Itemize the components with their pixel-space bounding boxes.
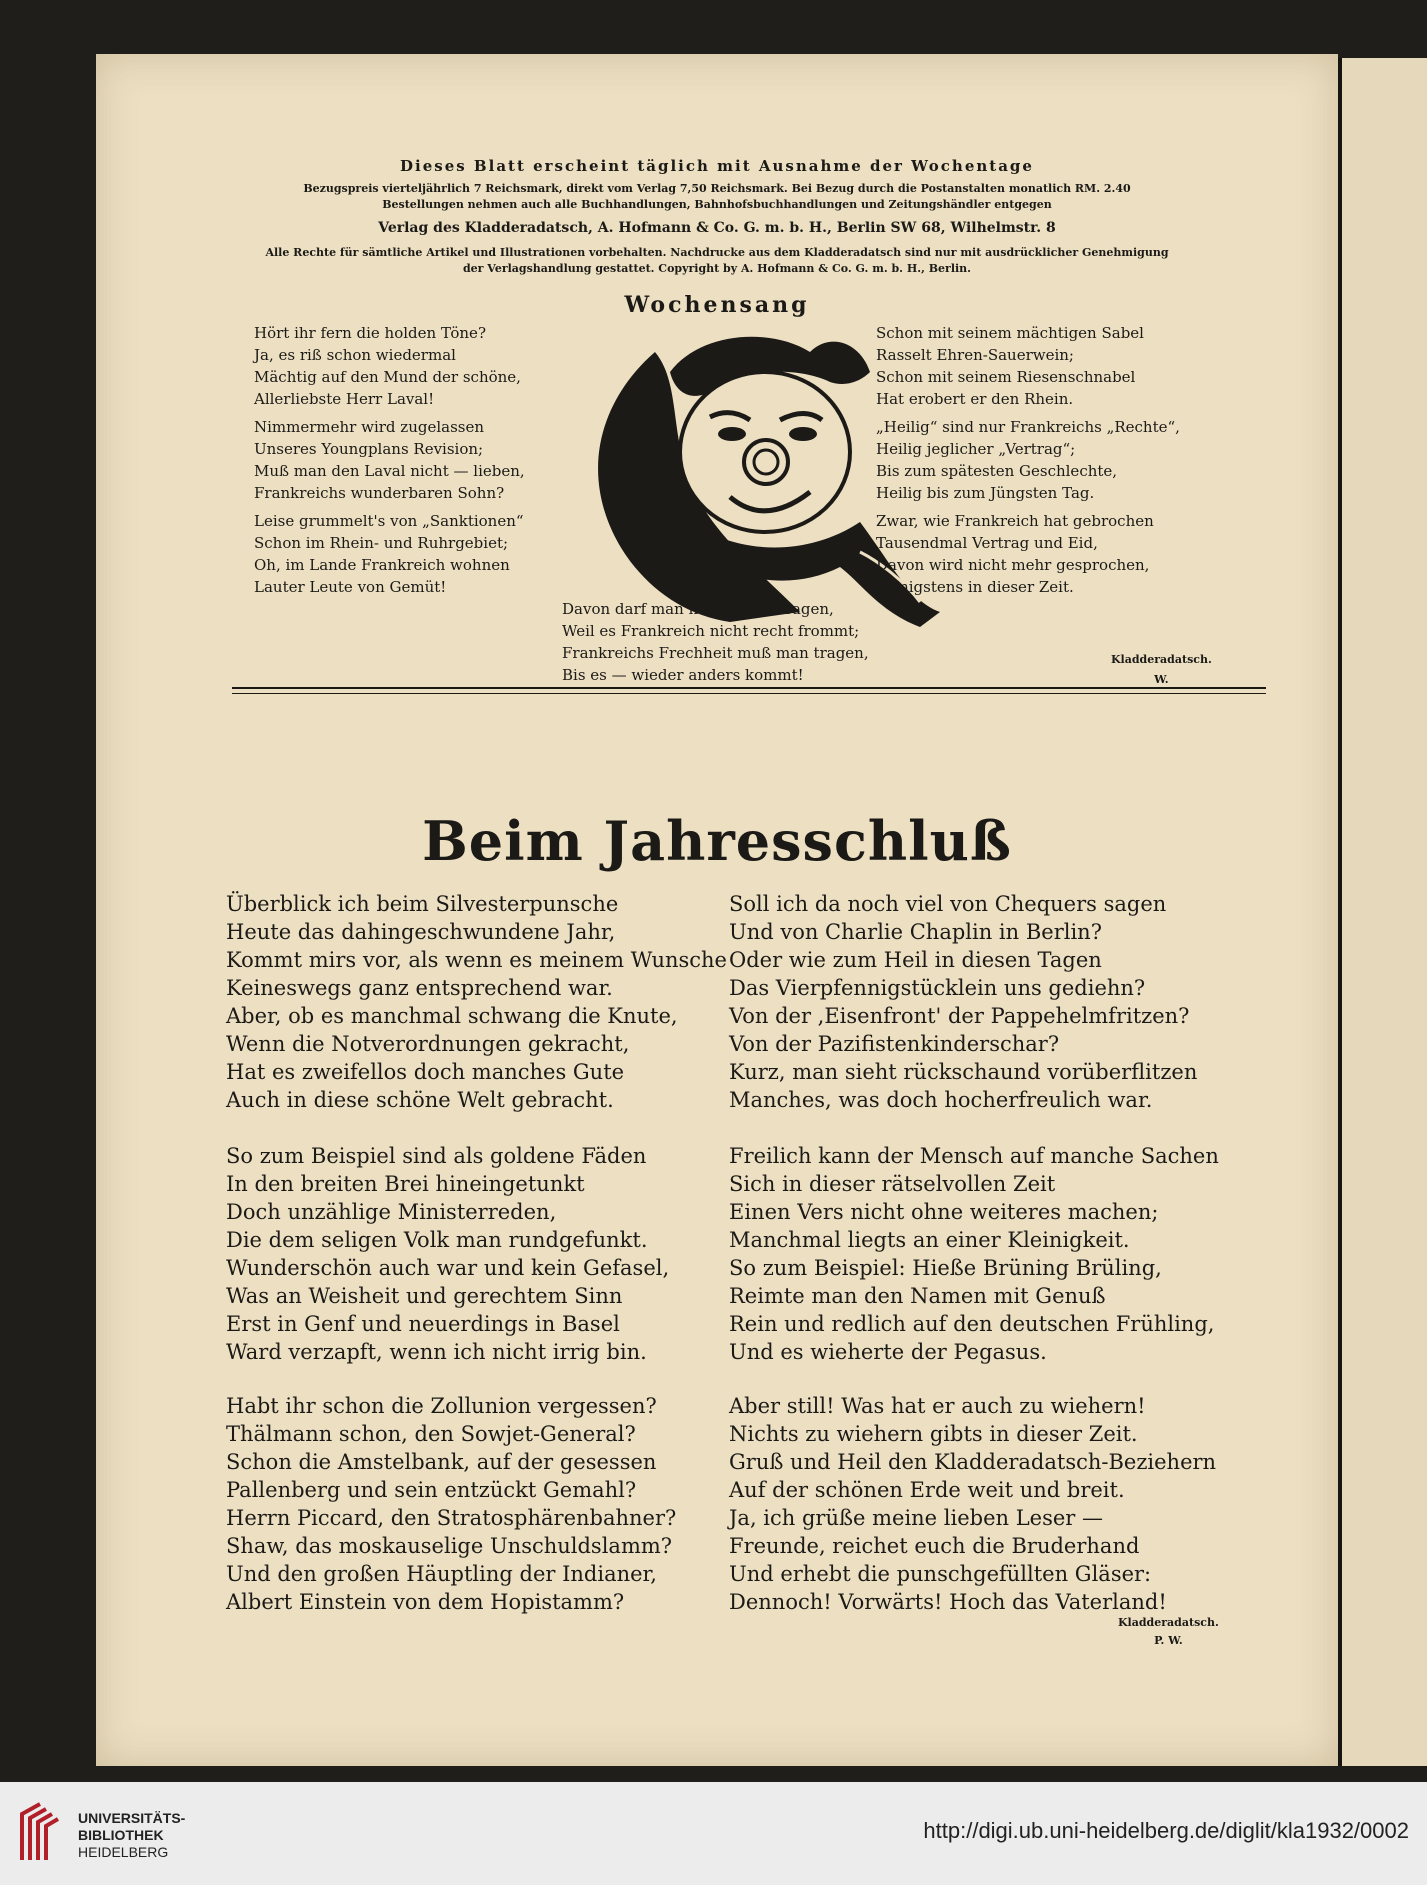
poem1-right-stanza bbox=[876, 510, 1154, 598]
poem1-right-stanza bbox=[876, 322, 1144, 410]
poem1-closing-stanza bbox=[562, 598, 869, 686]
header-publisher: Verlag des Kladderadatsch, A. Hofmann & Co. G. m. b. H., Berlin SW 68, Wilhelmstr. 8 bbox=[378, 220, 1056, 236]
library-name[interactable] bbox=[78, 1810, 185, 1861]
verse-line: Manchmal liegts an einer Kleinigkeit. bbox=[729, 1228, 1130, 1252]
poem2-left-stanza bbox=[226, 1142, 669, 1366]
poem-title-jahresschluss: Beim Jahresschluß bbox=[422, 809, 1012, 873]
verse-line: Hat es zweifellos doch manches Gute bbox=[226, 1060, 625, 1084]
verse-line: Ja, ich grüße meine lieben Leser — bbox=[729, 1506, 1104, 1530]
verse-line: Oh, im Lande Frankreich wohnen bbox=[254, 556, 510, 574]
verse-line: Was an Weisheit und gerechtem Sinn bbox=[226, 1284, 623, 1308]
next-page-edge bbox=[1338, 58, 1427, 1766]
verse-line: In den breiten Brei hineingetunkt bbox=[226, 1172, 585, 1196]
verse-line: Nimmermehr wird zugelassen bbox=[254, 418, 485, 436]
verse-line: Habt ihr schon die Zollunion vergessen? bbox=[226, 1394, 657, 1418]
verse-line: Wenigstens in dieser Zeit. bbox=[876, 578, 1074, 596]
signature-text: Kladderadatsch. bbox=[1118, 1616, 1219, 1629]
poem1-right-stanza bbox=[876, 416, 1180, 504]
verse-line: Und erhebt die punschgefüllten Gläser: bbox=[729, 1562, 1152, 1586]
verse-line: Frankreichs wunderbaren Sohn? bbox=[254, 484, 505, 502]
verse-line: Lauter Leute von Gemüt! bbox=[254, 578, 447, 596]
verse-line: Sich in dieser rätselvollen Zeit bbox=[729, 1172, 1056, 1196]
poem2-left-stanza bbox=[226, 890, 727, 1114]
poem1-left-stanza bbox=[254, 416, 525, 504]
newspaper-page bbox=[96, 54, 1338, 1766]
verse-line: Freunde, reichet euch die Bruderhand bbox=[729, 1534, 1140, 1558]
verse-line: Überblick ich beim Silvesterpunsche bbox=[226, 892, 619, 916]
header-orders-note: Bestellungen nehmen auch alle Buchhandlungen, Bahnhofsbuchhandlungen und Zeitungshändler entgegen bbox=[382, 198, 1052, 211]
verse-line: Wunderschön auch war und kein Gefasel, bbox=[226, 1256, 670, 1280]
verse-line: Gruß und Heil den Kladderadatsch-Beziehern bbox=[729, 1450, 1217, 1474]
digitization-url-link[interactable]: http://digi.ub.uni-heidelberg.de/diglit/kla1932/0002 bbox=[923, 1818, 1409, 1843]
verse-line: Schon im Rhein- und Ruhrgebiet; bbox=[254, 534, 509, 552]
header-rights-note: Alle Rechte für sämtliche Artikel und Illustrationen vorbehalten. Nachdrucke aus dem Kladderadatsch sind nur mit ausdrücklicher Genehmigung bbox=[265, 246, 1169, 259]
verse-line: Pallenberg und sein entzückt Gemahl? bbox=[226, 1478, 637, 1502]
verse-line: Freilich kann der Mensch auf manche Sachen bbox=[729, 1144, 1219, 1168]
poem2-signature bbox=[1118, 1614, 1219, 1650]
verse-line: Davon wird nicht mehr gesprochen, bbox=[876, 556, 1150, 574]
verse-line: Aber, ob es manchmal schwang die Knute, bbox=[226, 1004, 678, 1028]
verse-line: Muß man den Laval nicht — lieben, bbox=[254, 462, 525, 480]
library-name-line: UNIVERSITÄTS- bbox=[78, 1810, 186, 1826]
verse-line: Schon mit seinem Riesenschnabel bbox=[876, 368, 1136, 386]
verse-line: Reimte man den Namen mit Genuß bbox=[729, 1284, 1106, 1308]
verse-line: Rein und redlich auf den deutschen Frühling, bbox=[729, 1312, 1215, 1336]
verse-line: Zwar, wie Frankreich hat gebrochen bbox=[876, 512, 1154, 530]
verse-line: Das Vierpfennigstücklein uns gediehn? bbox=[729, 976, 1146, 1000]
divider-rule bbox=[232, 693, 1266, 694]
verse-line: Doch unzählige Ministerreden, bbox=[226, 1200, 557, 1224]
university-library-logo-icon[interactable] bbox=[18, 1800, 62, 1864]
author-initials: W. bbox=[1154, 673, 1169, 686]
verse-line: Hat erobert er den Rhein. bbox=[876, 390, 1074, 408]
signature-text: Kladderadatsch. bbox=[1111, 653, 1212, 666]
verse-line: Die dem seligen Volk man rundgefunkt. bbox=[226, 1228, 648, 1252]
verse-line: Thälmann schon, den Sowjet-General? bbox=[226, 1422, 636, 1446]
poem2-left-stanza bbox=[226, 1392, 676, 1616]
verse-line: Oder wie zum Heil in diesen Tagen bbox=[729, 948, 1102, 972]
verse-line: Leise grummelt's von „Sanktionen“ bbox=[254, 512, 524, 530]
verse-line: Weil es Frankreich nicht recht frommt; bbox=[562, 622, 860, 640]
verse-line: Einen Vers nicht ohne weiteres machen; bbox=[729, 1200, 1159, 1224]
poem1-left-stanza bbox=[254, 322, 521, 410]
verse-line: Rasselt Ehren-Sauerwein; bbox=[876, 346, 1074, 364]
verse-line: Ja, es riß schon wiedermal bbox=[254, 346, 456, 364]
poem2-right-stanza bbox=[729, 1392, 1216, 1616]
verse-line: Davon darf man nichts mehr sagen, bbox=[562, 600, 834, 618]
library-name-line: HEIDELBERG bbox=[78, 1844, 169, 1860]
verse-line: Nichts zu wiehern gibts in dieser Zeit. bbox=[729, 1422, 1138, 1446]
verse-line: Auf der schönen Erde weit und breit. bbox=[729, 1478, 1125, 1502]
verse-line: Manches, was doch hocherfreulich war. bbox=[729, 1088, 1153, 1112]
verse-line: Soll ich da noch viel von Chequers sagen bbox=[729, 892, 1167, 916]
verse-line: Und den großen Häuptling der Indianer, bbox=[226, 1562, 657, 1586]
header-copyright: der Verlagshandlung gestattet. Copyright by A. Hofmann & Co. G. m. b. H., Berlin. bbox=[462, 262, 972, 275]
verse-line: Shaw, das moskauselige Unschuldslamm? bbox=[226, 1534, 673, 1558]
verse-line: Aber still! Was hat er auch zu wiehern! bbox=[729, 1394, 1146, 1418]
poem2-right-stanza bbox=[729, 1142, 1219, 1366]
poem2-right-stanza bbox=[729, 890, 1197, 1114]
divider-rule bbox=[232, 687, 1266, 689]
verse-line: Tausendmal Vertrag und Eid, bbox=[876, 534, 1098, 552]
poem1-signature bbox=[1111, 650, 1212, 690]
verse-line: Dennoch! Vorwärts! Hoch das Vaterland! bbox=[729, 1590, 1167, 1614]
library-name-line: BIBLIOTHEK bbox=[78, 1827, 164, 1843]
verse-line: Wenn die Notverordnungen gekracht, bbox=[226, 1032, 630, 1056]
verse-line: „Heilig“ sind nur Frankreichs „Rechte“, bbox=[876, 418, 1180, 436]
verse-line: Mächtig auf den Mund der schöne, bbox=[254, 368, 521, 386]
verse-line: Und es wieherte der Pegasus. bbox=[729, 1340, 1047, 1364]
verse-line: Von der Pazifistenkinderschar? bbox=[729, 1032, 1060, 1056]
verse-line: Keineswegs ganz entsprechend war. bbox=[226, 976, 613, 1000]
verse-line: Hört ihr fern die holden Töne? bbox=[254, 324, 486, 342]
library-footer bbox=[0, 1782, 1427, 1885]
verse-line: Ward verzapft, wenn ich nicht irrig bin. bbox=[226, 1340, 647, 1364]
verse-line: Und von Charlie Chaplin in Berlin? bbox=[729, 920, 1102, 944]
verse-line: Unseres Youngplans Revision; bbox=[254, 440, 484, 458]
verse-line: Kommt mirs vor, als wenn es meinem Wunsche bbox=[226, 948, 727, 972]
verse-line: Kurz, man sieht rückschaund vorüberflitzen bbox=[729, 1060, 1198, 1084]
verse-line: Frankreichs Frechheit muß man tragen, bbox=[562, 644, 869, 662]
verse-line: Heilig jeglicher „Vertrag“; bbox=[876, 440, 1076, 458]
poem1-left-stanza bbox=[254, 510, 524, 598]
verse-line: Allerliebste Herr Laval! bbox=[254, 390, 435, 408]
verse-line: Herrn Piccard, den Stratosphärenbahner? bbox=[226, 1506, 677, 1530]
verse-line: Albert Einstein von dem Hopistamm? bbox=[226, 1590, 625, 1614]
verse-line: Schon die Amstelbank, auf der gesessen bbox=[226, 1450, 657, 1474]
header-publication-note: Dieses Blatt erscheint täglich mit Ausnahme der Wochentage bbox=[400, 157, 1034, 175]
poem-title-wochensang: Wochensang bbox=[624, 292, 810, 318]
verse-line: Von der ,Eisenfront' der Pappehelmfritzen? bbox=[729, 1004, 1190, 1028]
verse-line: So zum Beispiel: Hieße Brüning Brüling, bbox=[729, 1256, 1162, 1280]
verse-line: Bis zum spätesten Geschlechte, bbox=[876, 462, 1118, 480]
verse-line: Erst in Genf und neuerdings in Basel bbox=[226, 1312, 620, 1336]
verse-line: Auch in diese schöne Welt gebracht. bbox=[226, 1088, 614, 1112]
verse-line: Heute das dahingeschwundene Jahr, bbox=[226, 920, 616, 944]
verse-line: Heilig bis zum Jüngsten Tag. bbox=[876, 484, 1095, 502]
verse-line: So zum Beispiel sind als goldene Fäden bbox=[226, 1144, 647, 1168]
verse-line: Bis es — wieder anders kommt! bbox=[562, 666, 804, 684]
header-subscription-price: Bezugspreis vierteljährlich 7 Reichsmark, direkt vom Verlag 7,50 Reichsmark. Bei Bezug durch die Postanstalten monatlich RM. 2.40 bbox=[303, 182, 1131, 195]
verse-line: Schon mit seinem mächtigen Sabel bbox=[876, 324, 1144, 342]
author-initials: P. W. bbox=[1154, 1634, 1183, 1647]
